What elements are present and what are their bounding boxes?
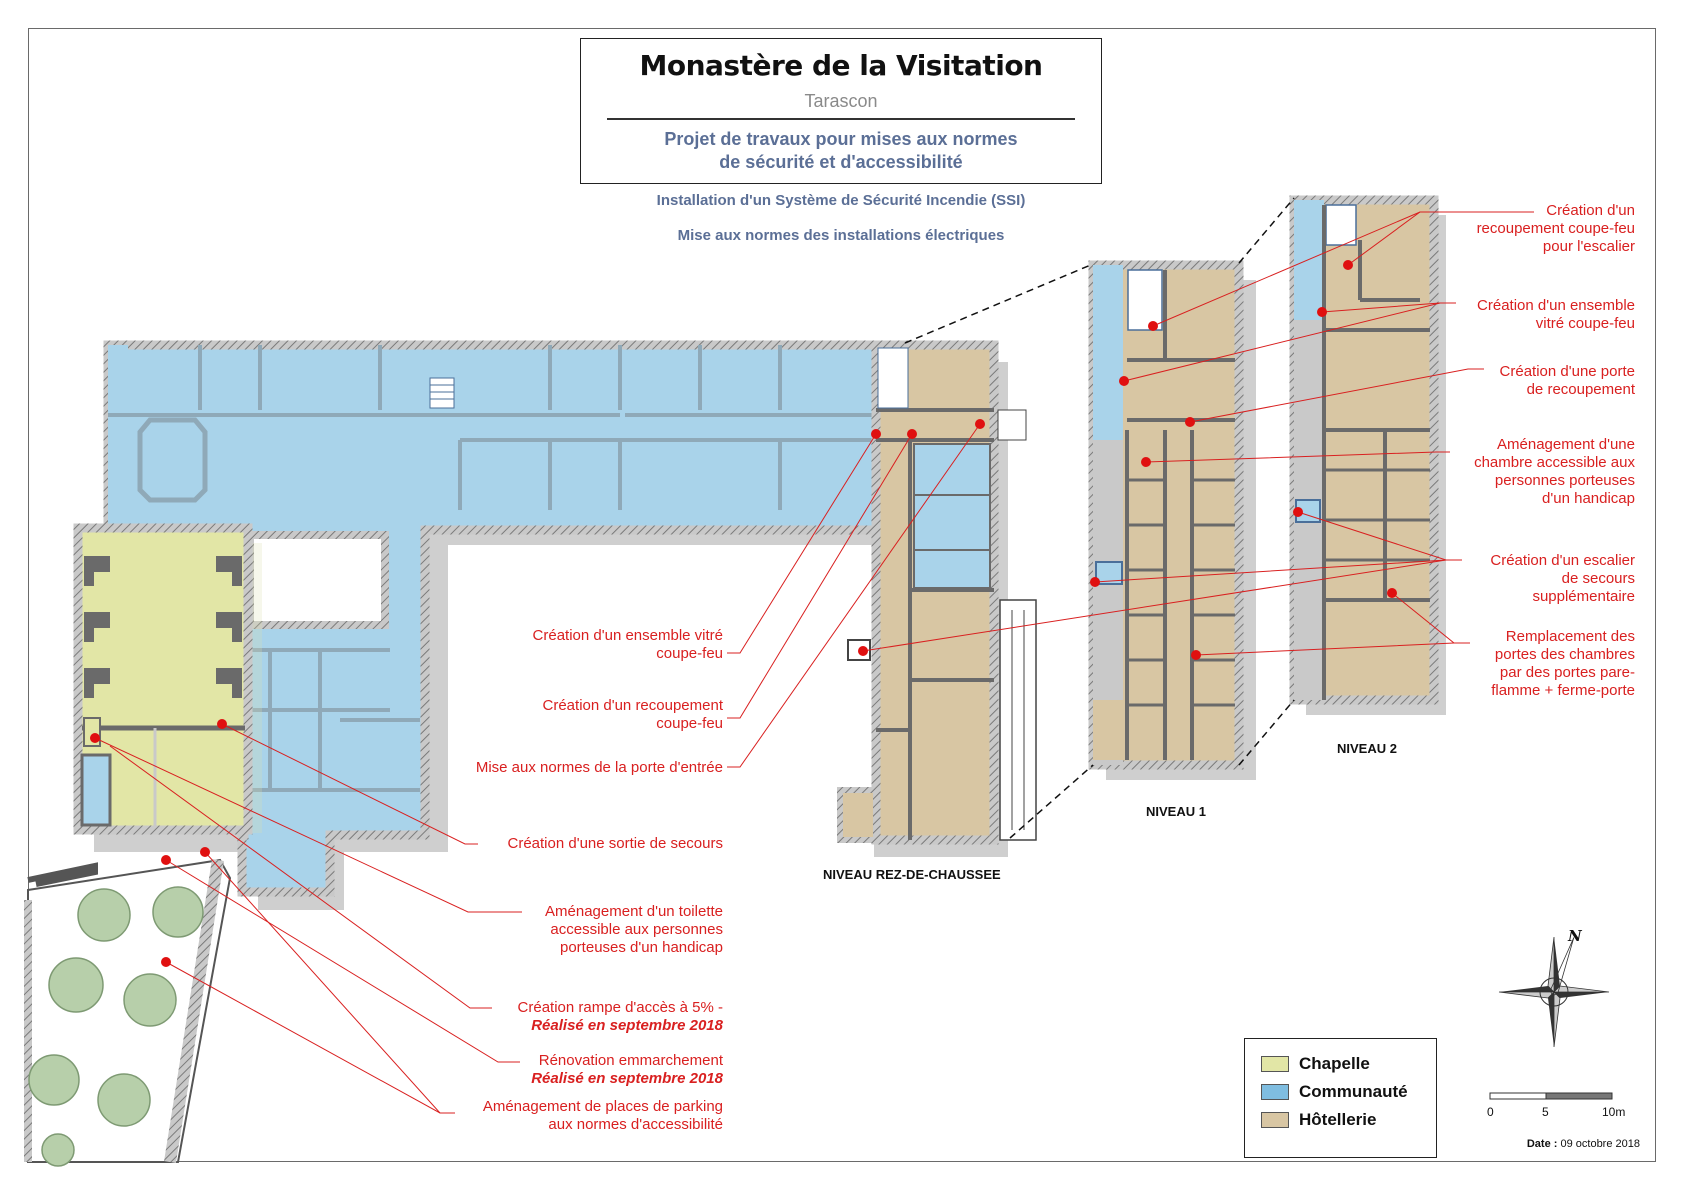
annotation-line: portes des chambres bbox=[1494, 646, 1635, 663]
legend-label: Chapelle bbox=[1299, 1054, 1370, 1073]
annotation-line: aux normes d'accessibilité bbox=[548, 1116, 723, 1133]
annotation-line: chambre accessible aux bbox=[1474, 454, 1635, 471]
annotation-line: supplémentaire bbox=[1532, 588, 1635, 605]
legend-item-communaute bbox=[1261, 1081, 1408, 1103]
annotation-entrance-door bbox=[400, 759, 723, 777]
scale-label-5: 5 bbox=[1542, 1105, 1549, 1119]
annotation-line: Création d'une porte bbox=[1499, 363, 1635, 380]
annotation-line: porteuses d'un handicap bbox=[560, 939, 723, 956]
annotation-line: de secours bbox=[1561, 570, 1635, 587]
annotation-accessible-room bbox=[1420, 436, 1635, 508]
annotation-line: Création d'un bbox=[1546, 202, 1635, 219]
annotation-line: personnes porteuses bbox=[1494, 472, 1635, 489]
page-title: Monastère de la Visitation bbox=[639, 49, 1043, 82]
annotation-line: Aménagement de places de parking bbox=[482, 1098, 723, 1115]
legend-label: Communauté bbox=[1299, 1082, 1408, 1101]
legend bbox=[1244, 1038, 1437, 1158]
annotation-line: de recoupement bbox=[1526, 381, 1635, 398]
annotation-line: Création d'un recoupement bbox=[542, 697, 723, 714]
annotation-line: coupe-feu bbox=[656, 715, 723, 732]
date-label: Date : bbox=[1526, 1138, 1558, 1150]
scale-label-10m: 10m bbox=[1602, 1105, 1626, 1119]
annotation-line: coupe-feu bbox=[656, 645, 723, 662]
subtitle-electric: Mise aux normes des installations électriques bbox=[677, 227, 1005, 244]
legend-item-hotellerie bbox=[1261, 1109, 1376, 1131]
annotation-line: vitré coupe-feu bbox=[1535, 315, 1635, 332]
legend-swatch-communaute bbox=[1261, 1084, 1289, 1100]
north-label: N bbox=[1568, 927, 1582, 945]
project-title-line2: de sécurité et d'accessibilité bbox=[719, 152, 963, 172]
annotation-fire-compartment bbox=[440, 697, 723, 733]
annotation-status: Réalisé en septembre 2018 bbox=[531, 1017, 723, 1034]
annotation-line: accessible aux personnes bbox=[550, 921, 723, 938]
annotation-line: Création d'un ensemble vitré bbox=[532, 627, 723, 644]
annotation-parking bbox=[400, 1098, 723, 1134]
annotation-line: par des portes pare- bbox=[1499, 664, 1635, 681]
level1-label: NIVEAU 1 bbox=[1146, 804, 1206, 819]
annotation-line: d'un handicap bbox=[1542, 490, 1635, 507]
annotation-steps-renovation bbox=[440, 1052, 723, 1088]
annotation-line: Création d'un escalier bbox=[1490, 552, 1635, 569]
annotation-line: Mise aux normes de la porte d'entrée bbox=[475, 759, 723, 776]
annotation-line: Création d'un ensemble bbox=[1477, 297, 1635, 314]
annotation-line: Création d'une sortie de secours bbox=[507, 835, 723, 852]
north-arrow-icon bbox=[1499, 936, 1609, 1047]
annotation-line: Création rampe d'accès à 5% - bbox=[517, 999, 723, 1016]
annotation-stair-compartment bbox=[1420, 202, 1635, 256]
legend-swatch-hotellerie bbox=[1261, 1112, 1289, 1128]
annotation-emergency-exit bbox=[440, 835, 723, 853]
annotation-line: Rénovation emmarchement bbox=[538, 1052, 723, 1069]
annotation-line: flamme + ferme-porte bbox=[1491, 682, 1635, 699]
project-title-line1: Projet de travaux pour mises aux normes bbox=[664, 129, 1018, 149]
legend-swatch-chapelle bbox=[1261, 1056, 1289, 1072]
annotation-access-ramp bbox=[440, 999, 723, 1035]
annotation-line: recoupement coupe-feu bbox=[1476, 220, 1635, 237]
annotation-compartment-door bbox=[1420, 363, 1635, 399]
annotation-glazed-firewall bbox=[440, 627, 723, 663]
level2-label: NIVEAU 2 bbox=[1337, 741, 1397, 756]
annotation-line: Remplacement des bbox=[1505, 628, 1635, 645]
level-ground-label: NIVEAU REZ-DE-CHAUSSEE bbox=[823, 867, 1001, 882]
legend-label: Hôtellerie bbox=[1299, 1110, 1377, 1129]
date-value: 09 octobre 2018 bbox=[1560, 1138, 1640, 1150]
annotation-line: pour l'escalier bbox=[1542, 238, 1635, 255]
location-subtitle: Tarascon bbox=[804, 91, 878, 111]
annotation-accessible-toilet bbox=[440, 903, 723, 957]
annotation-line: Aménagement d'un toilette bbox=[545, 903, 723, 920]
subtitle-ssi: Installation d'un Système de Sécurité Incendie (SSI) bbox=[656, 192, 1026, 209]
annotation-status: Réalisé en septembre 2018 bbox=[531, 1070, 723, 1087]
scale-label-0: 0 bbox=[1487, 1105, 1494, 1119]
annotation-line: Aménagement d'une bbox=[1497, 436, 1635, 453]
annotation-emergency-stair bbox=[1420, 552, 1635, 606]
annotation-glazed-assembly bbox=[1420, 297, 1635, 333]
level1-plan bbox=[1093, 265, 1256, 780]
annotation-fire-doors bbox=[1420, 628, 1635, 700]
scale-bar bbox=[1490, 1093, 1612, 1099]
date-stamp bbox=[1527, 1138, 1640, 1150]
legend-item-chapelle bbox=[1261, 1053, 1370, 1075]
